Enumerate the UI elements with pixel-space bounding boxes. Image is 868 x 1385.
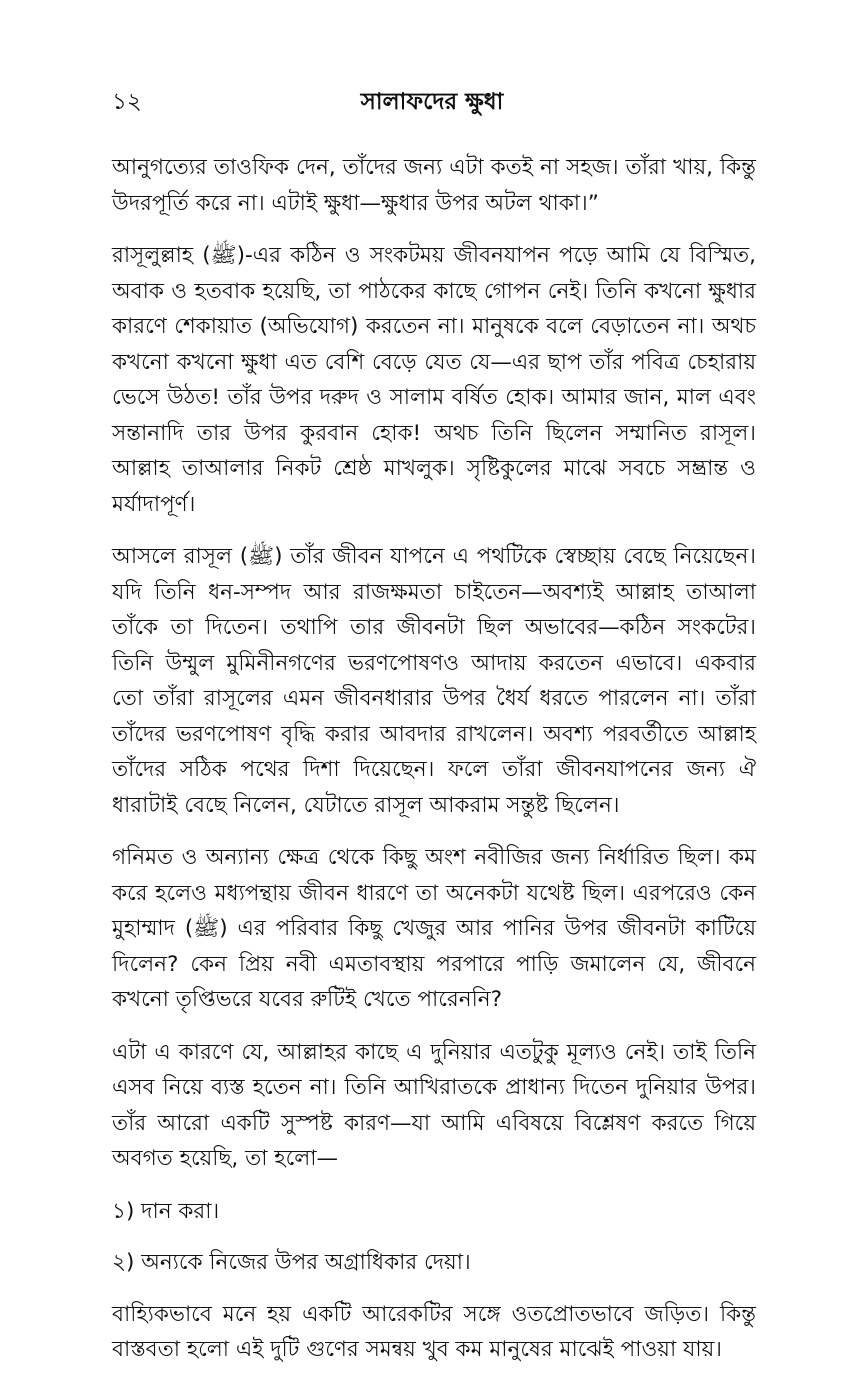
list-item: ২) অন্যকে নিজের উপর অগ্রাধিকার দেয়া। <box>112 1250 471 1275</box>
paragraph: এটা এ কারণে যে, আল্লাহর কাছে এ দুনিয়ার এতটুকু মূল্যও নেই। তাই তিনি এসব নিয়ে ব্যস্ত হতেন না। তিনি আখিরাতকে প্রাধান্য দিতেন দুনিয়ার উপর। তাঁর আরো একটি সুস্পষ্ট কারণ—যা আমি এবিষয়ে বিশ্লেষণ করতে গিয়ে অবগত হয়েছি, তা হলো— <box>112 1039 756 1171</box>
running-title: সালাফদের ক্ষুধা <box>360 89 504 115</box>
paragraph: আনুগত্যের তাওফিক দেন, তাঁদের জন্য এটা কতই না সহজ। তাঁরা খায়, কিন্তু উদরপূর্তি করে না। এটাই ক্ষুধা—ক্ষুধার উপর অটল থাকা।” <box>112 155 756 216</box>
paragraph: বাহ্যিকভাবে মনে হয় একটি আরেকটির সঙ্গে ওতপ্রোতভাবে জড়িত। কিন্তু বাস্তবতা হলো এই দুটি গুণের সমন্বয় খুব কম মানুষের মাঝেই পাওয়া যায়। <box>112 1301 756 1362</box>
paragraph: গনিমত ও অন্যান্য ক্ষেত্র থেকে কিছু অংশ নবীজির জন্য নির্ধারিত ছিল। কম করে হলেও মধ্যপন্থায় জীবন ধারণে তা অনেকটা যথেষ্ট ছিল। এরপরেও কেন মুহাম্মাদ (ﷺ) এর পরিবার কিছু খেজুর আর পানির উপর জীবনটা কাটিয়ে দিলেন? কেন প্রিয় নবী এমতাবস্থায় পরপারে পাড়ি জমালেন যে, জীবনে কখনো তৃপ্তিভরে যবের রুটিই খেতে পারেননি? <box>112 845 756 1012</box>
paragraph: রাসূলুল্লাহ (ﷺ)-এর কঠিন ও সংকটময় জীবনযাপন পড়ে আমি যে বিস্মিত, অবাক ও হতবাক হয়েছি, তা পাঠকের কাছে গোপন নেই। তিনি কখনো ক্ষুধার কারণে শেকায়াত (অভিযোগ) করতেন না। মানুষকে বলে বেড়াতেন না। অথচ কখনো কখনো ক্ষুধা এত বেশি বেড়ে যেত যে—এর ছাপ তাঁর পবিত্র চেহারায় ভেসে উঠত! তাঁর উপর দরুদ ও সালাম বর্ষিত হোক। আমার জান, মাল এবং সন্তানাদি তার উপর কুরবান হোক! অথচ তিনি ছিলেন সম্মানিত রাসূল। আল্লাহ তাআলার নিকট শ্রেষ্ঠ মাখলুক। সৃষ্টিকুলের মাঝে সবচে সম্ভ্রান্ত ও মর্যাদাপূর্ণ। <box>112 243 756 517</box>
list-item: ১) দান করা। <box>112 1198 220 1224</box>
paragraph: আসলে রাসূল (ﷺ) তাঁর জীবন যাপনে এ পথটিকে স্বেচ্ছায় বেছে নিয়েছেন। যদি তিনি ধন-সম্পদ আর রাজক্ষমতা চাইতেন—অবশ্যই আল্লাহ তাআলা তাঁকে তা দিতেন। তথাপি তার জীবনটা ছিল অভাবের—কঠিন সংকটের। তিনি উম্মুল মুমিনীনগণের ভরণপোষণও আদায় করতেন এভাবে। একবার তো তাঁরা রাসূলের এমন জীবনধারার উপর ধৈর্য ধরতে পারলেন না। তাঁরা তাঁদের ভরণপোষণ বৃদ্ধি করার আবদার রাখলেন। অবশ্য পরবর্তীতে আল্লাহ তাঁদের সঠিক পথের দিশা দিয়েছেন। ফলে তাঁরা জীবনযাপনের জন্য ঐ ধারাটাই বেছে নিলেন, যেটাতে রাসূল আকরাম সন্তুষ্ট ছিলেন। <box>112 544 756 818</box>
page-number: ১২ <box>112 89 142 115</box>
page-header <box>112 84 752 120</box>
body-text <box>112 150 756 1385</box>
